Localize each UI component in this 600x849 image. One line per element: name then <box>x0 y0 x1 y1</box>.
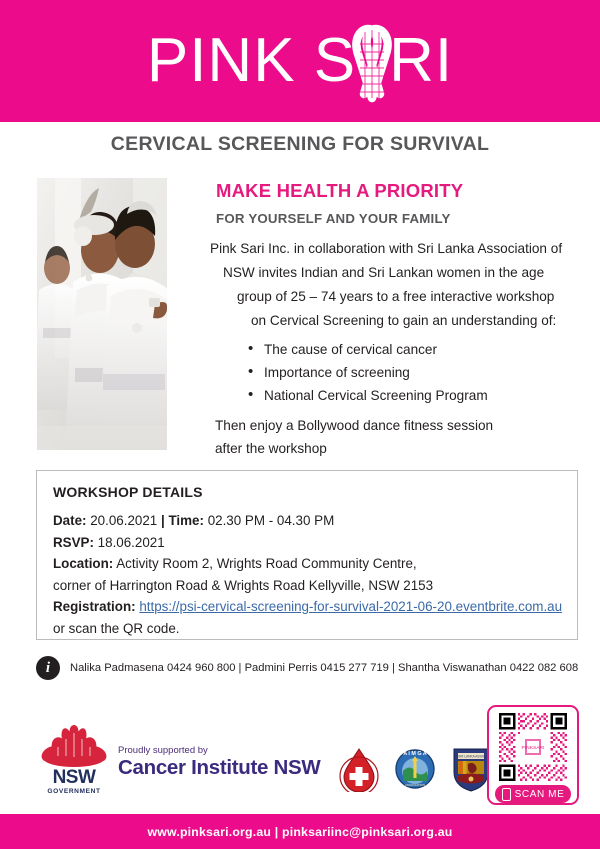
supported-by-label: Proudly supported by <box>118 745 208 756</box>
nsw-logo-government: GOVERNMENT <box>47 788 101 795</box>
info-icon: i <box>36 656 60 680</box>
svg-text:SRI LANKA ASSN: SRI LANKA ASSN <box>458 754 484 759</box>
aimga-logo <box>394 746 436 792</box>
topics-list <box>248 338 488 407</box>
subheadline: FOR YOURSELF AND YOUR FAMILY <box>216 211 451 226</box>
list-item: • Importance of screening <box>248 361 488 384</box>
cancer-institute-logo <box>118 745 320 779</box>
location-line <box>53 553 577 575</box>
sri-lanka-association-shield-logo <box>450 746 492 792</box>
partner-logos <box>338 746 492 792</box>
scan-me-badge[interactable] <box>495 785 571 803</box>
svg-text:A I M G A: A I M G A <box>403 751 427 757</box>
date-value: 20.06.2021 <box>90 513 158 528</box>
rsvp-label: RSVP: <box>53 534 94 550</box>
registration-note: or scan the QR code. <box>53 620 180 636</box>
svg-text:ASSOCIATION: ASSOCIATION <box>404 783 426 787</box>
closing-note <box>215 414 493 460</box>
rsvp-value: 18.06.2021 <box>97 534 165 550</box>
registration-line <box>53 596 577 618</box>
headline: MAKE HEALTH A PRIORITY <box>216 180 464 201</box>
nsw-logo-name: NSW <box>52 767 96 788</box>
date-time-line <box>53 510 577 532</box>
qr-code-image <box>497 713 569 781</box>
closing-line: after the workshop <box>215 441 327 456</box>
closing-line: Then enjoy a Bollywood dance fitness session <box>215 418 494 433</box>
qr-code-block[interactable] <box>487 705 579 805</box>
date-label: Date: <box>53 513 87 528</box>
registration-label: Registration: <box>53 599 136 614</box>
paragraph-line: group of 25 – 74 years to a free interactive workshop <box>237 289 555 304</box>
page-title: CERVICAL SCREENING FOR SURVIVAL <box>110 133 490 155</box>
svg-text:PINKSARI: PINKSARI <box>521 746 545 752</box>
list-item: • The cause of cervical cancer <box>248 338 488 361</box>
location-line-2: corner of Harrington Road & Wrights Road Kellyville, NSW 2153 <box>53 577 434 593</box>
nsw-waratah-icon <box>38 725 110 767</box>
workshop-details-box <box>36 470 578 640</box>
logo-text-right: RI <box>389 26 454 95</box>
field-separator: | <box>160 513 165 528</box>
awareness-ribbon-icon <box>351 24 393 104</box>
paragraph-line: NSW invites Indian and Sri Lankan women in the age <box>223 265 545 280</box>
scan-me-label: SCAN ME <box>514 788 565 800</box>
location-label: Location: <box>53 556 114 571</box>
location-value: Activity Room 2, Wrights Road Community Centre, <box>116 556 417 571</box>
pink-sari-logo <box>147 21 453 101</box>
intro-paragraph <box>210 237 582 333</box>
paragraph-line: on Cervical Screening to gain an understanding of: <box>251 313 557 328</box>
time-label: Time: <box>168 513 204 528</box>
footer-contact-text: www.pinksari.org.au | pinksariinc@pinksari.org.au <box>147 824 453 839</box>
logo-text-left: PINK S <box>146 26 357 95</box>
contacts-text: Nalika Padmasena 0424 960 800 | Padmini Perris 0415 277 719 | Shantha Viswanathan 0422 082 608 <box>70 662 579 674</box>
time-value: 02.30 PM - 04.30 PM <box>207 513 335 528</box>
registration-link[interactable]: https://psi-cervical-screening-for-survival-2021-06-20.eventbrite.com.au <box>139 599 563 614</box>
contacts-row <box>36 652 581 684</box>
phone-icon <box>502 788 511 801</box>
header-band <box>0 0 600 122</box>
workshop-details-title: WORKSHOP DETAILS <box>53 484 203 500</box>
list-item: • National Cervical Screening Program <box>248 384 488 407</box>
footer-band <box>0 814 600 849</box>
paragraph-line: Pink Sari Inc. in collaboration with Sri Lanka Association of <box>210 241 563 256</box>
sri-lankan-dancers-photo <box>37 178 167 450</box>
blood-drop-cross-logo <box>338 746 380 792</box>
cancer-institute-name: Cancer Institute NSW <box>118 756 321 779</box>
rsvp-line <box>53 532 577 554</box>
nsw-government-logo <box>38 725 110 793</box>
